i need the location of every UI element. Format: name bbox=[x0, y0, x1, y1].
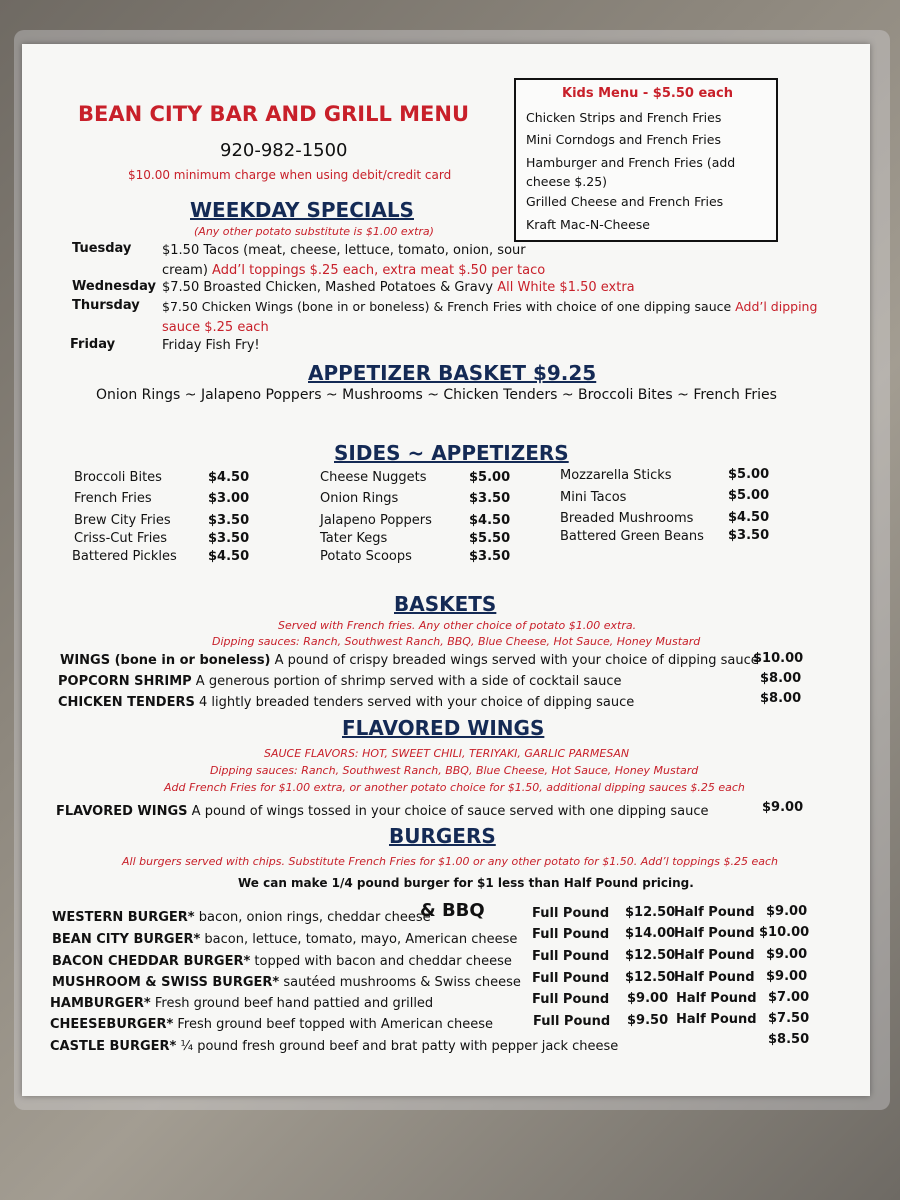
sides-heading: SIDES ~ APPETIZERS bbox=[334, 441, 569, 465]
basket-item: POPCORN SHRIMP A generous portion of shrimp served with a side of cocktail sauce bbox=[58, 674, 622, 689]
restaurant-title: BEAN CITY BAR AND GRILL MENU bbox=[78, 102, 470, 126]
full-pound-label: Full Pound bbox=[533, 1014, 611, 1029]
half-price: $9.00 bbox=[766, 947, 808, 962]
half-pound-label: Half Pound bbox=[674, 948, 755, 963]
side-price: $3.50 bbox=[469, 491, 511, 506]
burger-item: BEAN CITY BURGER* bacon, lettuce, tomato, mayo, American cheese bbox=[52, 932, 518, 947]
full-pound-label: Full Pound bbox=[532, 992, 610, 1007]
full-price: $9.50 bbox=[627, 1013, 669, 1028]
burger-item: CASTLE BURGER* ¼ pound fresh ground beef and brat patty with pepper jack cheese bbox=[50, 1039, 619, 1054]
burger-item: BACON CHEDDAR BURGER* topped with bacon and cheddar cheese bbox=[52, 954, 512, 969]
special-text: sauce $.25 each bbox=[162, 320, 269, 335]
burgers-heading: BURGERS bbox=[389, 824, 496, 848]
day-label: Friday bbox=[70, 337, 116, 352]
side-name: Criss-Cut Fries bbox=[74, 531, 168, 546]
day-label: Tuesday bbox=[72, 241, 132, 256]
full-price: $12.50 bbox=[625, 948, 676, 963]
appetizer-basket-heading: APPETIZER BASKET $9.25 bbox=[308, 361, 597, 385]
wings-price: $9.00 bbox=[762, 800, 804, 815]
weekday-specials-heading: WEEKDAY SPECIALS bbox=[190, 198, 414, 222]
special-text: Friday Fish Fry! bbox=[162, 338, 260, 353]
day-label: Thursday bbox=[72, 298, 140, 313]
full-price: $9.00 bbox=[627, 991, 669, 1006]
half-pound-label: Half Pound bbox=[676, 1012, 757, 1027]
baskets-heading: BASKETS bbox=[394, 592, 497, 616]
kids-item: cheese $.25) bbox=[526, 174, 608, 189]
side-price: $4.50 bbox=[208, 470, 250, 485]
menu-sheet bbox=[22, 44, 870, 1096]
wings-item: FLAVORED WINGS A pound of wings tossed in your choice of sauce served with one dipping sauce bbox=[56, 804, 709, 819]
side-name: Jalapeno Poppers bbox=[320, 513, 432, 528]
side-name: Broccoli Bites bbox=[74, 470, 162, 485]
side-price: $3.50 bbox=[208, 531, 250, 546]
side-price: $4.50 bbox=[469, 513, 511, 528]
side-price: $5.00 bbox=[469, 470, 511, 485]
special-text: $7.50 Broasted Chicken, Mashed Potatoes & Gravy All White $1.50 extra bbox=[162, 280, 635, 295]
weekday-note: (Any other potato substitute is $1.00 extra) bbox=[194, 225, 434, 238]
side-name: Battered Pickles bbox=[72, 549, 177, 564]
half-price: $10.00 bbox=[759, 925, 810, 940]
burger-item: HAMBURGER* Fresh ground beef hand pattied and grilled bbox=[50, 996, 434, 1011]
kids-menu-heading: Kids Menu - $5.50 each bbox=[562, 86, 734, 101]
kids-item: Hamburger and French Fries (add bbox=[526, 155, 736, 170]
basket-item: WINGS (bone in or boneless) A pound of crispy breaded wings served with your choice of dipping sauce bbox=[60, 653, 759, 668]
sauce-flavors-note: SAUCE FLAVORS: HOT, SWEET CHILI, TERIYAKI, GARLIC PARMESAN bbox=[264, 747, 630, 760]
side-price: $4.50 bbox=[728, 510, 770, 525]
min-charge-note: $10.00 minimum charge when using debit/credit card bbox=[128, 168, 452, 182]
side-name: Mini Tacos bbox=[560, 490, 627, 505]
basket-price: $10.00 bbox=[753, 651, 804, 666]
full-pound-label: Full Pound bbox=[532, 949, 610, 964]
half-pound-label: Half Pound bbox=[674, 905, 755, 920]
day-label: Wednesday bbox=[72, 279, 156, 294]
quarter-pound-note: We can make 1/4 pound burger for $1 less than Half Pound pricing. bbox=[238, 876, 694, 890]
side-name: Tater Kegs bbox=[320, 531, 388, 546]
baskets-note: Served with French fries. Any other choice of potato $1.00 extra. bbox=[278, 619, 637, 632]
side-price: $3.50 bbox=[469, 549, 511, 564]
wings-sauces-note: Dipping sauces: Ranch, Southwest Ranch, BBQ, Blue Cheese, Hot Sauce, Honey Mustard bbox=[210, 764, 699, 777]
side-price: $3.50 bbox=[208, 513, 250, 528]
flavored-wings-heading: FLAVORED WINGS bbox=[342, 716, 545, 740]
burgers-note: All burgers served with chips. Substitute French Fries for $1.00 or any other potato for $1.50. Add’l toppings $.25 each bbox=[122, 855, 778, 868]
side-name: French Fries bbox=[74, 491, 152, 506]
baskets-sauces-note: Dipping sauces: Ranch, Southwest Ranch, BBQ, Blue Cheese, Hot Sauce, Honey Mustard bbox=[212, 635, 701, 648]
appetizer-basket-items: Onion Rings ~ Jalapeno Poppers ~ Mushrooms ~ Chicken Tenders ~ Broccoli Bites ~ French Fries bbox=[96, 387, 777, 403]
kids-item: Grilled Cheese and French Fries bbox=[526, 194, 724, 209]
side-name: Cheese Nuggets bbox=[320, 470, 427, 485]
side-price: $3.50 bbox=[728, 528, 770, 543]
half-pound-label: Half Pound bbox=[674, 970, 755, 985]
full-price: $12.50 bbox=[625, 970, 676, 985]
burger-item: MUSHROOM & SWISS BURGER* sautéed mushrooms & Swiss cheese bbox=[52, 975, 521, 990]
basket-price: $8.00 bbox=[760, 691, 802, 706]
full-pound-label: Full Pound bbox=[532, 927, 610, 942]
phone-number: 920-982-1500 bbox=[220, 140, 348, 161]
side-price: $5.50 bbox=[469, 531, 511, 546]
castle-price: $8.50 bbox=[768, 1032, 810, 1047]
side-name: Battered Green Beans bbox=[560, 529, 704, 544]
handwritten-bbq-note: & BBQ bbox=[420, 900, 485, 921]
half-pound-label: Half Pound bbox=[674, 926, 755, 941]
side-price: $4.50 bbox=[208, 549, 250, 564]
side-price: $5.00 bbox=[728, 488, 770, 503]
burger-item: WESTERN BURGER* bacon, onion rings, cheddar cheese bbox=[52, 910, 431, 925]
full-price: $12.50 bbox=[625, 905, 676, 920]
full-pound-label: Full Pound bbox=[532, 906, 610, 921]
side-price: $3.00 bbox=[208, 491, 250, 506]
kids-item: Mini Corndogs and French Fries bbox=[526, 132, 721, 147]
side-name: Potato Scoops bbox=[320, 549, 412, 564]
side-price: $5.00 bbox=[728, 467, 770, 482]
burger-item: CHEESEBURGER* Fresh ground beef topped with American cheese bbox=[50, 1017, 494, 1032]
full-pound-label: Full Pound bbox=[532, 971, 610, 986]
half-price: $9.00 bbox=[766, 904, 808, 919]
kids-item: Chicken Strips and French Fries bbox=[526, 110, 722, 125]
half-price: $9.00 bbox=[766, 969, 808, 984]
side-name: Breaded Mushrooms bbox=[560, 511, 694, 526]
half-price: $7.50 bbox=[768, 1011, 810, 1026]
special-text: $7.50 Chicken Wings (bone in or boneless) & French Fries with choice of one dipping sauce Add’l dipping bbox=[162, 299, 818, 314]
basket-price: $8.00 bbox=[760, 671, 802, 686]
kids-menu-box bbox=[514, 78, 778, 242]
side-name: Onion Rings bbox=[320, 491, 399, 506]
side-name: Mozzarella Sticks bbox=[560, 468, 672, 483]
basket-item: CHICKEN TENDERS 4 lightly breaded tenders served with your choice of dipping sauce bbox=[58, 695, 635, 710]
full-price: $14.00 bbox=[625, 926, 676, 941]
side-name: Brew City Fries bbox=[74, 513, 171, 528]
kids-item: Kraft Mac-N-Cheese bbox=[526, 217, 650, 232]
half-price: $7.00 bbox=[768, 990, 810, 1005]
half-pound-label: Half Pound bbox=[676, 991, 757, 1006]
special-text: $1.50 Tacos (meat, cheese, lettuce, tomato, onion, sour bbox=[162, 243, 526, 258]
wings-addon-note: Add French Fries for $1.00 extra, or another potato choice for $1.50, additional dipping sauces $.25 each bbox=[164, 781, 745, 794]
special-text: cream) Add’l toppings $.25 each, extra meat $.50 per taco bbox=[162, 263, 546, 278]
